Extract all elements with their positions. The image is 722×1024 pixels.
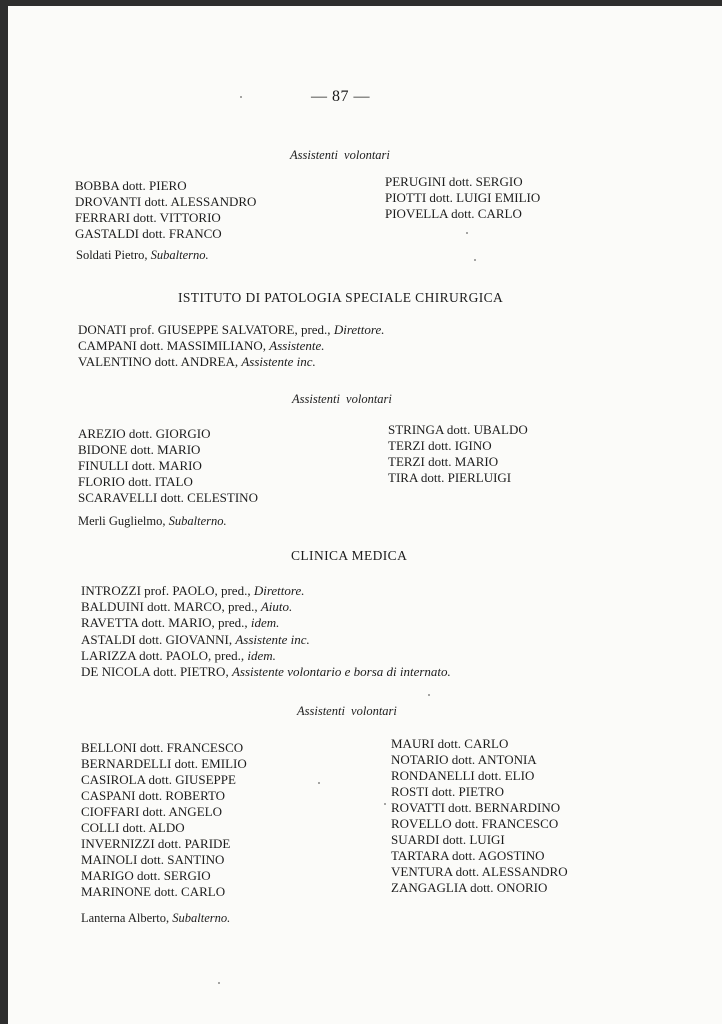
staff-role: Direttore. [333, 322, 385, 337]
list-item: ROVELLO dott. FRANCESCO [391, 816, 559, 831]
names-list-right [391, 736, 568, 896]
list-item: PIOTTI dott. LUIGI EMILIO [385, 190, 541, 205]
staff-role: Assistente inc. [235, 631, 310, 647]
staff-entry [78, 354, 384, 370]
subaltern-line [81, 911, 230, 926]
subaltern-name: Merli Guglielmo, [78, 514, 166, 528]
staff-name: RAVETTA dott. MARIO, pred., [81, 615, 248, 631]
list-item: SUARDI dott. LUIGI [391, 832, 505, 847]
staff-name: ASTALDI dott. GIOVANNI, [81, 631, 233, 647]
list-item: ROSTI dott. PIETRO [391, 784, 505, 799]
paper-speck [474, 259, 476, 261]
list-item: ZANGAGLIA dott. ONORIO [391, 880, 548, 895]
staff-role: Aiuto. [260, 599, 293, 615]
list-item: PIOVELLA dott. CARLO [385, 206, 522, 221]
staff-entry [81, 648, 451, 664]
staff-entry [81, 599, 451, 615]
list-item: TARTARA dott. AGOSTINO [391, 848, 545, 863]
list-item: FLORIO dott. ITALO [78, 474, 193, 489]
list-item: SCARAVELLI dott. CELESTINO [78, 490, 258, 505]
staff-entry [81, 615, 451, 631]
names-list-left [78, 426, 258, 506]
list-item: DROVANTI dott. ALESSANDRO [75, 194, 257, 209]
staff-role: Assistente. [269, 338, 325, 354]
list-item: RONDANELLI dott. ELIO [391, 768, 535, 783]
subaltern-line [78, 514, 227, 529]
subaltern-name: Lanterna Alberto, [81, 911, 170, 925]
subaltern-role: Subalterno. [168, 514, 227, 528]
list-item: BOBBA dott. PIERO [75, 178, 187, 193]
list-item: MARIGO dott. SERGIO [81, 868, 211, 883]
list-item: TERZI dott. MARIO [388, 454, 499, 469]
list-item: INVERNIZZI dott. PARIDE [81, 836, 231, 851]
staff-list [78, 322, 384, 371]
staff-role: idem. [250, 615, 280, 631]
list-item: MAINOLI dott. SANTINO [81, 852, 225, 867]
list-item: FINULLI dott. MARIO [78, 458, 202, 473]
names-list-left [75, 178, 256, 242]
list-item: STRINGA dott. UBALDO [388, 422, 528, 437]
paper-speck [466, 232, 468, 234]
staff-name: CAMPANI dott. MASSIMILIANO, [78, 338, 267, 354]
list-item: TERZI dott. IGINO [388, 438, 492, 453]
section-heading: Assistenti volontari [297, 704, 397, 718]
section-heading: Assistenti volontari [292, 392, 392, 406]
list-item: CIOFFARI dott. ANGELO [81, 804, 222, 819]
paper-speck [218, 982, 220, 984]
staff-role: Assistente inc. [241, 354, 316, 370]
list-item: VENTURA dott. ALESSANDRO [391, 864, 568, 879]
list-item: CASPANI dott. ROBERTO [81, 788, 226, 803]
list-item: MARINONE dott. CARLO [81, 884, 226, 899]
staff-entry [78, 338, 384, 354]
page-number: — 87 — [311, 88, 370, 105]
list-item: ROVATTI dott. BERNARDINO [391, 800, 561, 815]
document-page [8, 6, 722, 1024]
list-item: AREZIO dott. GIORGIO [78, 426, 211, 441]
subaltern-role: Subalterno. [172, 911, 231, 925]
subaltern-line [76, 248, 209, 263]
staff-name: VALENTINO dott. ANDREA, [78, 354, 239, 370]
paper-speck [240, 96, 242, 98]
staff-entry [81, 583, 451, 599]
staff-entry [81, 664, 451, 680]
list-item: BERNARDELLI dott. EMILIO [81, 756, 247, 771]
staff-role: Direttore. [253, 583, 305, 598]
staff-role: Assistente volontario e borsa di internato. [231, 664, 451, 680]
staff-role: idem. [247, 647, 276, 663]
section-heading: Assistenti volontari [290, 148, 390, 162]
staff-list [81, 583, 451, 680]
staff-name: INTROZZI prof. PAOLO, pred., [81, 583, 251, 598]
staff-entry [81, 632, 451, 648]
list-item: COLLI dott. ALDO [81, 820, 185, 835]
subaltern-name: Soldati Pietro, [76, 248, 148, 262]
list-item: FERRARI dott. VITTORIO [75, 210, 221, 225]
subaltern-role: Subalterno. [150, 248, 209, 262]
list-item: TIRA dott. PIERLUIGI [388, 470, 512, 485]
list-item: GASTALDI dott. FRANCO [75, 226, 222, 241]
list-item: BIDONE dott. MARIO [78, 442, 201, 457]
list-item: BELLONI dott. FRANCESCO [81, 740, 244, 755]
paper-speck [384, 803, 386, 805]
list-item: CASIROLA dott. GIUSEPPE [81, 772, 236, 787]
list-item: NOTARIO dott. ANTONIA [391, 752, 537, 767]
names-list-right [385, 174, 540, 222]
paper-speck [318, 782, 320, 784]
staff-name: LARIZZA dott. PAOLO, pred., [81, 647, 245, 663]
staff-name: DE NICOLA dott. PIETRO, [81, 664, 229, 680]
paper-speck [428, 694, 430, 696]
section-heading: CLINICA MEDICA [291, 548, 408, 563]
list-item: MAURI dott. CARLO [391, 736, 509, 751]
staff-name: DONATI prof. GIUSEPPE SALVATORE, pred., [78, 322, 331, 337]
staff-name: BALDUINI dott. MARCO, pred., [81, 599, 258, 615]
section-heading: ISTITUTO DI PATOLOGIA SPECIALE CHIRURGICA [178, 290, 504, 305]
list-item: PERUGINI dott. SERGIO [385, 174, 523, 189]
names-list-right [388, 422, 528, 486]
staff-entry [78, 322, 384, 338]
names-list-left [81, 740, 247, 900]
